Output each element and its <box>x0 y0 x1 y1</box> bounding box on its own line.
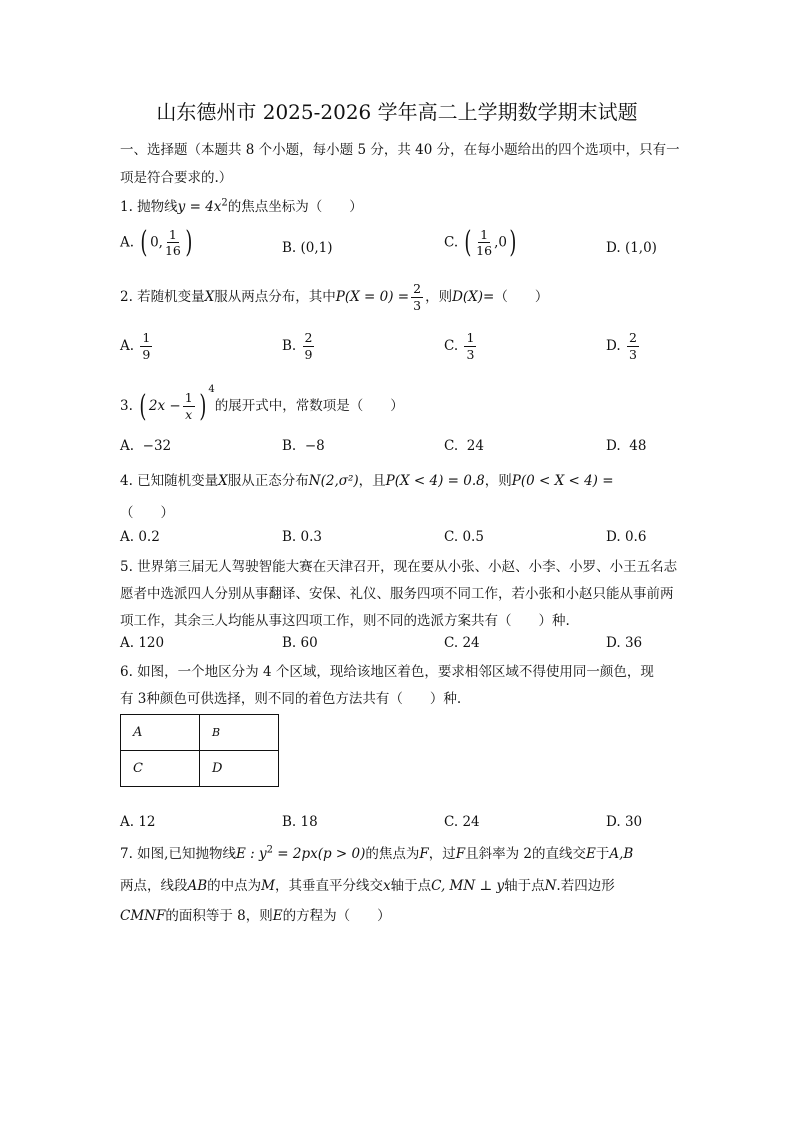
q5-option-c[interactable] <box>444 635 480 651</box>
q4-ask: P(0 < X < 4) = <box>511 473 614 489</box>
q7-l1f: ，过 <box>428 846 456 862</box>
q3-fraction <box>183 392 195 421</box>
q4-option-b[interactable] <box>282 529 322 545</box>
q7-l2k: .若四边形 <box>556 878 615 894</box>
q7-l1b: E : y <box>235 846 267 862</box>
q4-dist: N(2,σ²) <box>308 473 359 489</box>
q5-option-d-label: D. <box>606 635 621 651</box>
q7-l2d: M <box>261 878 275 894</box>
q1-formula: y = 4x <box>177 199 222 215</box>
q4-option-d[interactable] <box>606 529 646 545</box>
q7-l3c: E <box>272 908 283 924</box>
q7-l2a: 两点，线段 <box>120 878 188 894</box>
q2-option-b-label: B. <box>282 338 297 354</box>
q1-option-a-num: 1 <box>168 226 177 242</box>
q2-option-d-den: 3 <box>628 346 637 362</box>
q2-num: 2 <box>413 281 422 296</box>
q7-l1g: F <box>455 846 466 862</box>
q1-option-d-label: D. <box>606 240 621 256</box>
q7-l1-exponent: 2 <box>266 844 273 856</box>
q7-l1a: 7. 如图,已知抛物线 <box>120 846 236 862</box>
q1-option-a-label: A. <box>120 234 135 251</box>
q2-option-c-fraction <box>464 332 476 361</box>
q5-option-b-label: B. <box>282 635 297 651</box>
q7-l2c: 的中点为 <box>207 878 262 894</box>
q5-line3: 项工作，其余三人均能从事这四项工作，则不同的选派方案共有（ ）种. <box>120 613 570 629</box>
q4-option-d-text: 0.6 <box>624 529 647 545</box>
q6-option-c[interactable] <box>444 814 480 830</box>
q3-option-b-label: B. <box>282 438 297 454</box>
q7-line1 <box>120 842 633 862</box>
q3-den: x <box>185 406 193 422</box>
q6-option-d-label: D. <box>606 814 621 830</box>
q4-line2: （ ） <box>120 505 174 521</box>
q3-option-a[interactable] <box>120 438 171 454</box>
q1-option-a-pre: 0, <box>150 234 163 251</box>
q1-option-a[interactable]: A. ( 0, $\frac{1}{16}$ ) <box>120 225 193 260</box>
q7-l2b: AB <box>187 878 208 894</box>
q2-option-c-num: 1 <box>466 330 475 345</box>
q2-prefix: 2. 若随机变量 <box>120 289 205 305</box>
q6-option-a-text: 12 <box>138 814 156 830</box>
q4-option-c-label: C. <box>444 529 459 545</box>
q7-l3b: 的面积等于 8，则 <box>165 908 273 924</box>
q7-l2f: x <box>383 878 391 894</box>
q6-option-c-text: 24 <box>462 814 480 830</box>
q2-option-a-fraction <box>140 332 152 361</box>
q2-option-d-fraction <box>627 332 639 361</box>
region-d: D <box>200 751 279 787</box>
q2-option-b-den: 9 <box>304 346 313 362</box>
q5-option-d-text: 36 <box>624 635 643 651</box>
q2-option-d[interactable] <box>606 332 641 361</box>
q7-l2e: ，其垂直平分线交 <box>275 878 383 894</box>
q3-option-d-label: D. <box>606 438 621 454</box>
q3-option-d-text: 48 <box>629 438 647 454</box>
q6-option-b[interactable] <box>282 814 318 830</box>
q7-l2j: N <box>544 878 557 894</box>
q2-option-a-label: A. <box>120 338 135 354</box>
q5-line1: 5. 世界第三届无人驾驶智能大赛在天津召开，现在要从小张、小赵、小李、小罗、小王五名志 <box>120 559 678 575</box>
q7-l1k: A,B <box>609 846 634 862</box>
q4-mid2: ，且 <box>358 473 386 489</box>
q4-condition: P(X < 4) = 0.8 <box>385 473 485 489</box>
q4-mid3: ，则 <box>484 473 512 489</box>
q5-option-a-text: 120 <box>138 635 165 651</box>
q2-den: 3 <box>413 297 422 313</box>
q7-l1j: 于 <box>595 846 610 862</box>
q2-after: ，则 <box>425 289 453 305</box>
q7-l3a: CMNF <box>120 908 166 924</box>
q1-option-b-text: (0,1) <box>300 240 333 256</box>
question-4 <box>120 469 614 489</box>
q3-option-d[interactable] <box>606 438 646 454</box>
q7-l2g: 轴于点 <box>390 878 432 894</box>
q2-suffix: =（ ） <box>483 289 549 305</box>
q1-option-d-text: (1,0) <box>624 240 657 256</box>
q7-line3 <box>120 904 391 924</box>
q2-option-b[interactable] <box>282 332 316 361</box>
q6-line2: 有 3种颜色可供选择，则不同的着色方法共有（ ）种. <box>120 691 462 707</box>
question-1 <box>120 195 363 215</box>
q2-option-c-den: 3 <box>466 346 475 362</box>
q2-option-d-num: 2 <box>628 330 637 345</box>
q4-mid: 服从正态分布 <box>227 473 309 489</box>
region-c: C <box>121 751 200 787</box>
q2-option-d-label: D. <box>606 338 621 354</box>
q5-option-c-text: 24 <box>462 635 480 651</box>
q6-option-b-text: 18 <box>300 814 318 830</box>
q4-option-c-text: 0.5 <box>462 529 484 545</box>
q4-var: X <box>218 473 228 489</box>
q5-option-d[interactable] <box>606 635 642 651</box>
q3-option-a-text: −32 <box>142 438 172 454</box>
q2-option-a-den: 9 <box>142 346 151 362</box>
q1-option-c[interactable]: C. ( $\frac{1}{16}$ ,0) <box>444 225 517 260</box>
q3-num: 1 <box>184 390 193 405</box>
q3-option-b-text: −8 <box>304 438 325 454</box>
q4-option-c[interactable] <box>444 529 484 545</box>
q7-l1c: = 2px(p > 0) <box>272 846 366 862</box>
q7-line2 <box>120 874 615 894</box>
question-3: 3. ( 2x − $\frac{1}{x}$ ) $^4$的展开式中，常数项是（ ） <box>120 384 404 424</box>
q5-option-b-text: 60 <box>300 635 318 651</box>
q2-fraction <box>411 283 423 312</box>
page-title: 山东德州市 2025-2026 学年高二上学期数学期末试题 <box>156 100 638 124</box>
q1-option-c-post: ,0 <box>494 234 507 251</box>
q7-l3d: 的方程为（ ） <box>282 908 391 924</box>
q4-option-b-text: 0.3 <box>300 529 322 545</box>
q7-l2h: C, MN ⊥ y <box>431 878 505 894</box>
q6-option-a[interactable] <box>120 814 156 830</box>
q5-line2: 愿者中选派四人分别从事翻译、安保、礼仪、服务四项不同工作，若小张和小赵只能从事前两 <box>120 586 674 602</box>
q3-exponent: 4 <box>208 384 215 395</box>
q4-option-b-label: B. <box>282 529 297 545</box>
q4-prefix: 4. 已知随机变量 <box>120 473 219 489</box>
q1-option-b[interactable] <box>282 240 333 256</box>
q2-option-c[interactable] <box>444 332 478 361</box>
q6-option-c-label: C. <box>444 814 459 830</box>
q2-var: X <box>204 289 215 305</box>
q6-line1: 6. 如图，一个地区分为 4 个区域，现给该地区着色，要求相邻区域不得使用同一颜色，现 <box>120 664 654 680</box>
q3-prefix: 3. <box>120 398 133 414</box>
q7-l1h: 且斜率为 2的直线交 <box>465 846 587 862</box>
q1-option-c-den: 16 <box>476 243 493 258</box>
q6-option-a-label: A. <box>120 814 135 830</box>
q3-option-c[interactable] <box>444 438 484 454</box>
q6-option-b-label: B. <box>282 814 297 830</box>
q2-px: P(X = 0) = <box>335 289 410 305</box>
q5-option-b[interactable] <box>282 635 318 651</box>
q2-option-c-label: C. <box>444 338 459 354</box>
q1-option-c-fraction <box>476 226 493 258</box>
q3-expr: 2x − <box>148 398 181 414</box>
q1-option-a-fraction <box>164 226 181 258</box>
q7-l2i: 轴于点 <box>504 878 545 894</box>
q5-option-a-label: A. <box>120 635 135 651</box>
q5-option-a[interactable] <box>120 635 164 651</box>
q2-option-a-num: 1 <box>142 330 151 345</box>
q6-option-d[interactable] <box>606 814 642 830</box>
region-a: A <box>121 715 200 751</box>
q4-option-a-text: 0.2 <box>138 529 160 545</box>
q1-option-d[interactable] <box>606 240 657 256</box>
q4-option-a-label: A. <box>120 529 135 545</box>
q2-option-b-num: 2 <box>304 330 313 345</box>
region-grid <box>120 714 279 787</box>
q3-option-c-text: 24 <box>466 438 484 454</box>
section-instructions-line1: 一、选择题（本题共 8 个小题，每小题 5 分，共 40 分，在每小题给出的四个选项中，只有一 <box>120 142 680 158</box>
q3-option-c-label: C. <box>444 438 459 454</box>
q3-option-a-label: A. <box>120 438 135 454</box>
q1-option-c-num: 1 <box>480 226 489 242</box>
q2-mid: 服从两点分布，其中 <box>214 289 336 305</box>
q1-exponent: 2 <box>221 197 228 209</box>
q1-prefix: 1. 抛物线 <box>120 199 178 215</box>
question-2 <box>120 283 548 312</box>
q2-dx: D(X) <box>452 289 484 305</box>
q7-l1e: F <box>419 846 429 862</box>
region-b: B <box>200 715 279 751</box>
q7-l1i: E <box>586 846 596 862</box>
q5-option-c-label: C. <box>444 635 459 651</box>
q1-option-a-den: 16 <box>164 243 181 258</box>
q7-l1d: 的焦点为 <box>365 846 420 862</box>
section-instructions-line2: 项是符合要求的.） <box>120 170 233 186</box>
q3-suffix: 的展开式中，常数项是（ ） <box>214 398 404 414</box>
q1-suffix: 的焦点坐标为（ ） <box>227 199 363 215</box>
q6-option-d-text: 30 <box>624 814 643 830</box>
q1-option-c-label: C. <box>444 234 459 251</box>
q4-option-a[interactable] <box>120 529 160 545</box>
q3-option-b[interactable] <box>282 438 325 454</box>
q2-option-a[interactable] <box>120 332 154 361</box>
q2-option-b-fraction <box>303 332 315 361</box>
q1-option-b-label: B. <box>282 240 297 256</box>
q4-option-d-label: D. <box>606 529 621 545</box>
